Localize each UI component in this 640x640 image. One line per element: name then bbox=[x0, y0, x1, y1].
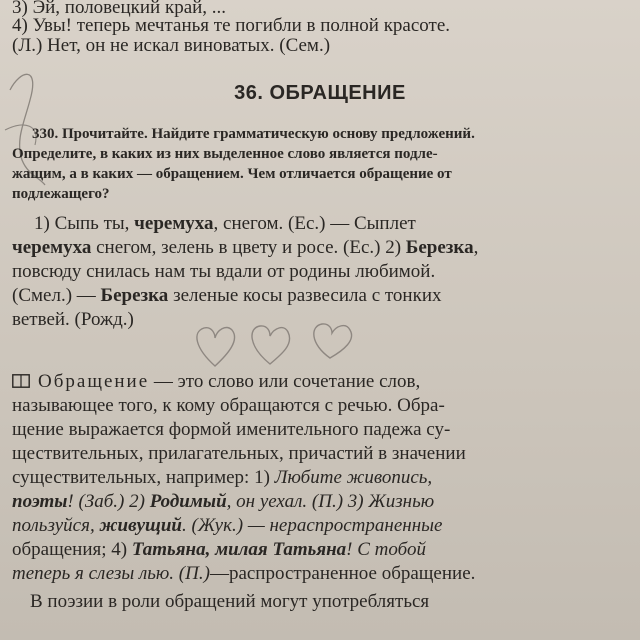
rule-line-9 bbox=[12, 562, 634, 586]
text-fragment: зеленые косы развесила с тонких bbox=[168, 285, 442, 306]
text-fragment: — это слово или сочетание слов, bbox=[149, 371, 421, 392]
example-address: поэты bbox=[12, 491, 68, 512]
rule-line-7 bbox=[12, 514, 634, 538]
hearts-doodle-icon bbox=[190, 318, 370, 370]
example-address: Родимый bbox=[149, 491, 227, 512]
rule-term: Обращение bbox=[38, 371, 150, 392]
text-fragment: обращения; 4) bbox=[12, 539, 132, 560]
example-address: живущий bbox=[99, 515, 182, 536]
rule-line-10: В поэзии в роли обращений могут употребляться bbox=[30, 591, 430, 612]
exercise-line-1: 330. Прочитайте. Найдите грамматическую основу предложений. bbox=[32, 126, 475, 142]
example-text: пользуйся, bbox=[12, 515, 100, 536]
text-line-3: повсюду снилась нам ты вдали от родины любимой. bbox=[12, 261, 436, 282]
text-line-top-2: 4) Увы! теперь мечтанья те погибли в полной красоте. bbox=[12, 15, 451, 36]
text-line-top-1: 3) Эй, половецкий край, ... bbox=[12, 0, 227, 18]
text-line-2 bbox=[12, 236, 634, 260]
exercise-line-3: жащим, а в каких — обращением. Чем отличается обращение от bbox=[12, 166, 452, 182]
rule-line-5 bbox=[12, 466, 634, 490]
text-line-1 bbox=[34, 212, 634, 236]
text-line-5: ветвей. (Рожд.) bbox=[12, 309, 134, 330]
highlighted-word: Березка bbox=[405, 237, 474, 258]
book-icon bbox=[12, 374, 30, 388]
example-text: ! (Заб.) 2) bbox=[67, 491, 150, 512]
example-text: Любите живопись, bbox=[274, 467, 433, 488]
text-fragment: —распространенное обращение. bbox=[209, 563, 476, 584]
example-text: . (Жук.) — нераспространенные bbox=[182, 515, 443, 536]
text-fragment: , bbox=[473, 237, 479, 258]
text-fragment: (Смел.) — bbox=[12, 285, 101, 306]
example-text: , он уехал. (П.) 3) Жизнью bbox=[226, 491, 435, 512]
text-fragment: , снегом. (Ес.) — Сыплет bbox=[213, 213, 416, 234]
rule-line-3: щение выражается формой именительного падежа су- bbox=[12, 419, 451, 440]
text-fragment: существительных, например: 1) bbox=[12, 467, 275, 488]
exercise-line-4: подлежащего? bbox=[12, 186, 110, 202]
rule-line-8 bbox=[12, 538, 634, 562]
highlighted-word: Березка bbox=[100, 285, 169, 306]
text-line-top-3: (Л.) Нет, он не искал виноватых. (Сем.) bbox=[12, 35, 331, 56]
example-address: Татьяна, милая Татьяна bbox=[131, 539, 347, 560]
highlighted-word: черемуха bbox=[134, 213, 214, 234]
text-fragment: 1) Сыпь ты, bbox=[34, 213, 135, 234]
rule-line-4: ществительных, прилагательных, причастий в значении bbox=[12, 443, 466, 464]
text-fragment: снегом, зелень в цвету и росе. (Ес.) 2) bbox=[91, 237, 406, 258]
rule-line-1 bbox=[12, 370, 634, 394]
section-title: 36. ОБРАЩЕНИЕ bbox=[234, 82, 406, 104]
rule-line-2: называющее того, к кому обращаются с речью. Обра- bbox=[12, 395, 445, 416]
rule-line-6 bbox=[12, 490, 634, 514]
exercise-line-2: Определите, в каких из них выделенное слово является подле- bbox=[12, 146, 438, 162]
example-text: теперь я слезы лью. (П.) bbox=[12, 563, 210, 584]
text-line-4 bbox=[12, 284, 634, 308]
highlighted-word: черемуха bbox=[12, 237, 92, 258]
example-text: ! С тобой bbox=[346, 539, 426, 560]
